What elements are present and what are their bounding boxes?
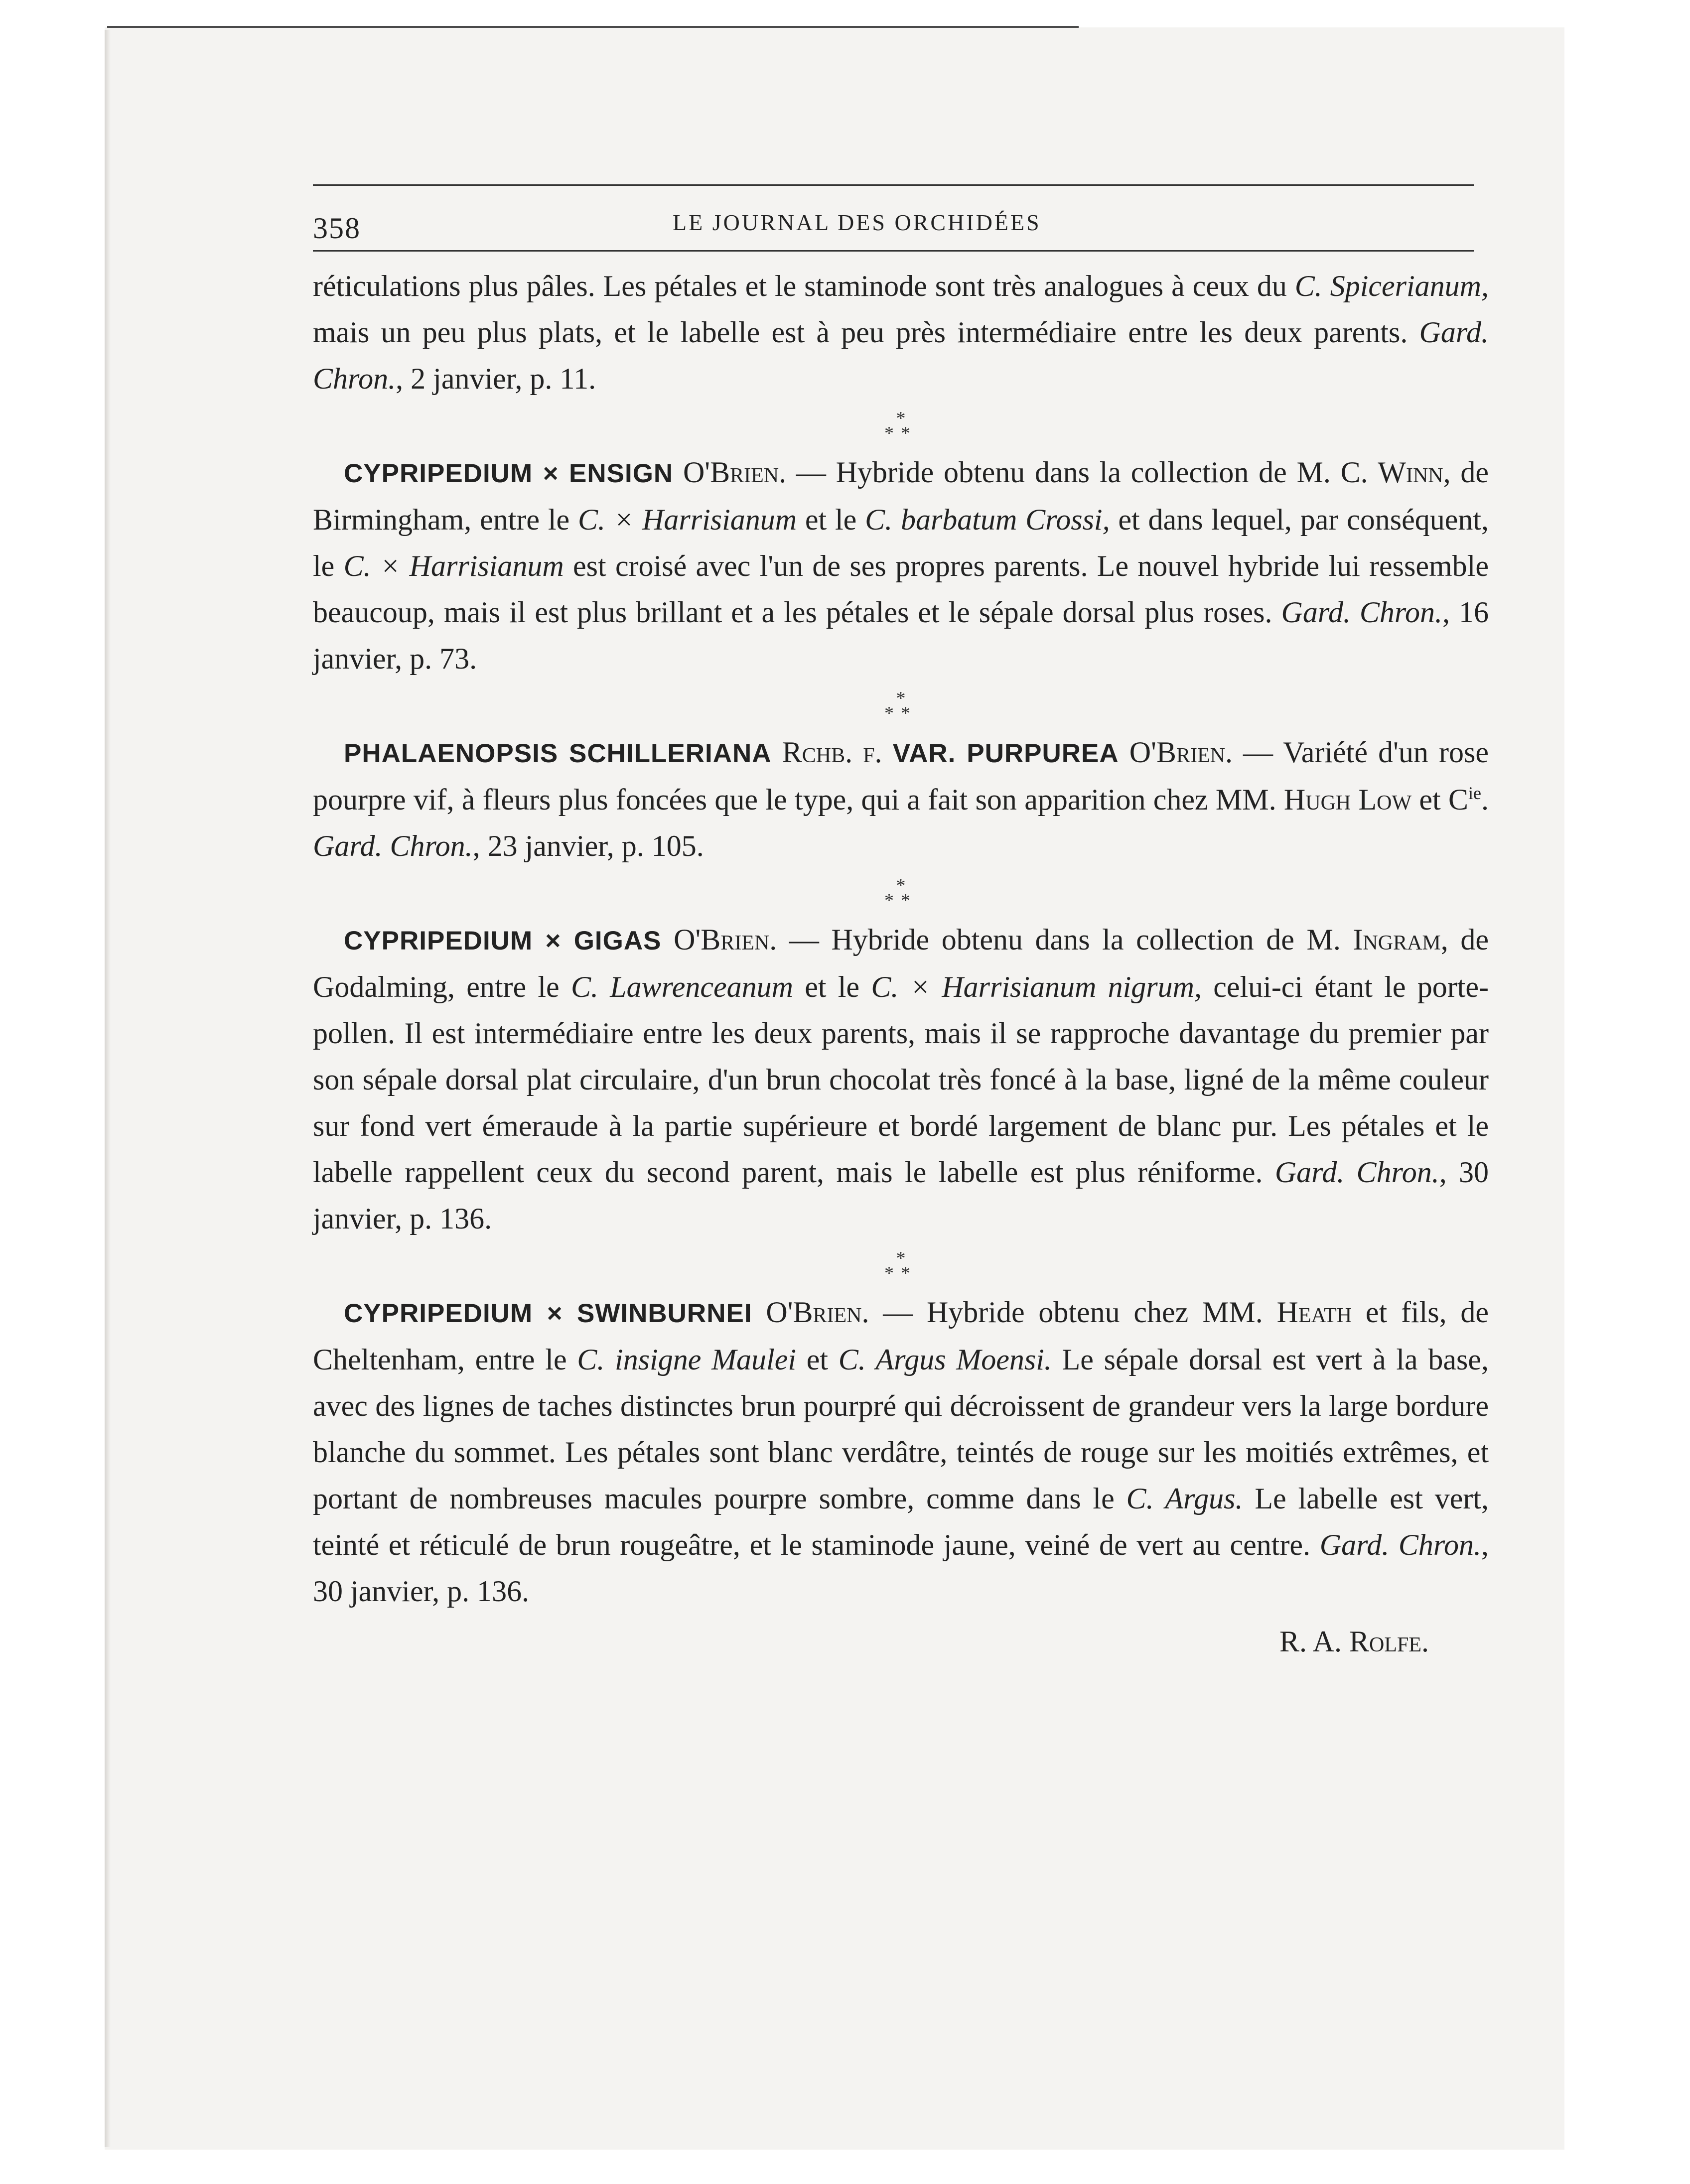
source-citation: Gard. Chron. bbox=[313, 316, 1489, 395]
asterism-bottom: ** bbox=[884, 890, 917, 911]
species-name: CYPRIPEDIUM × SWINBURNEI bbox=[344, 1299, 752, 1328]
superscript: ie bbox=[1468, 783, 1482, 803]
entry-gigas bbox=[313, 917, 1489, 1242]
species-ref: C. Argus Moensi. bbox=[838, 1343, 1052, 1376]
binding-shadow bbox=[105, 30, 111, 2147]
species-ref: C. × Harrisianum nigrum, bbox=[871, 970, 1202, 1003]
entry-text: . bbox=[1481, 783, 1489, 816]
source-citation: Gard. Chron. bbox=[1319, 1528, 1481, 1561]
source-citation: Gard. Chron. bbox=[1281, 596, 1443, 629]
page-content bbox=[313, 184, 1489, 1665]
entry-text: . — Hybride obtenu dans la collection de M. C. bbox=[779, 456, 1378, 489]
page-number: 358 bbox=[313, 212, 361, 245]
entry-text: celui-ci étant le porte-pollen. Il est intermédiaire entre les deux parents, mais il se rapproche davantage du premier par son sépale dorsal plat circulaire, d'un brun chocolat très foncé à la base, ligné de la même couleur sur fond vert émeraude à la partie supérieure et bordé largement de blanc pur. Les pétales et le labelle rappellent ceux du second parent, mais le labelle est plus réniforme. bbox=[313, 970, 1489, 1189]
asterism-top: * bbox=[896, 408, 906, 429]
entry-text: . — Hybride obtenu chez MM. bbox=[861, 1296, 1277, 1329]
person-name: Hugh Low bbox=[1283, 783, 1412, 816]
citation-date: , 30 janvier, p. 136. bbox=[313, 1156, 1489, 1235]
species-author: O'Brien bbox=[674, 923, 770, 956]
entry-text: . — Variété d'un rose pourpre vif, à fleurs plus foncées que le type, qui a fait son apparition chez MM. bbox=[313, 736, 1489, 816]
intro-text-2: mais un peu plus plats, et le labelle est à peu près intermédiaire entre les deux parents. bbox=[313, 316, 1419, 349]
species-ref: C. × Harrisianum bbox=[577, 503, 797, 536]
entry-text: , de Godalming, entre le bbox=[313, 923, 1489, 1003]
entry-text: et le bbox=[793, 970, 871, 1003]
entry-text: et dans lequel, par conséquent, le bbox=[313, 503, 1489, 582]
page-header bbox=[313, 184, 1489, 259]
asterism-top: * bbox=[896, 875, 906, 896]
asterism-top: * bbox=[896, 1248, 906, 1269]
entry-swinburnei bbox=[313, 1289, 1489, 1615]
person-name: Ingram bbox=[1353, 923, 1441, 956]
asterism-divider bbox=[313, 682, 1489, 729]
citation-date: , 16 janvier, p. 73. bbox=[313, 596, 1489, 675]
source-citation: Gard. Chron. bbox=[1274, 1156, 1439, 1189]
intro-text: réticulations plus pâles. Les pétales et le staminode sont très analogues à ceux du bbox=[313, 270, 1295, 302]
species-ref: C. insigne Maulei bbox=[577, 1343, 797, 1376]
scan-edge-rule bbox=[107, 26, 1079, 28]
entry-text: , de Birmingham, entre le bbox=[313, 456, 1489, 536]
entry-text: et bbox=[796, 1343, 839, 1376]
citation-date: , 23 janvier, p. 105. bbox=[472, 829, 704, 862]
entry-text: Le labelle est vert, teinté et réticulé de brun rougeâtre, et le staminode jaune, veiné de vert au centre. bbox=[313, 1482, 1489, 1561]
citation-date: , 30 janvier, p. 136. bbox=[313, 1528, 1489, 1608]
species-author-rchb: Rchb. f. bbox=[782, 736, 882, 769]
source-citation: Gard. Chron. bbox=[313, 829, 473, 862]
asterism-divider bbox=[313, 1242, 1489, 1289]
person-name: Heath bbox=[1276, 1296, 1352, 1329]
asterism-bottom: ** bbox=[884, 703, 917, 724]
entry-ensign bbox=[313, 449, 1489, 682]
asterism-bottom: ** bbox=[884, 423, 917, 444]
header-rule-top bbox=[313, 184, 1474, 186]
species-ref: C. barbatum Crossi, bbox=[865, 503, 1110, 536]
species-author: O'Brien bbox=[1129, 736, 1225, 769]
entry-phalaenopsis bbox=[313, 729, 1489, 869]
entry-text: et fils, de Cheltenham, entre le bbox=[313, 1296, 1489, 1376]
species-ref: C. × Harrisianum bbox=[343, 549, 564, 582]
species-author: O'Brien bbox=[766, 1296, 862, 1329]
entry-text: Le sépale dorsal est vert à la base, avec des lignes de taches distinctes brun pourpré qui décroissent de grandeur vers la large bordure blanche du sommet. Les pétales sont blanc verdâtre, teintés de rouge sur les moitiés extrêmes, et portant de nombreuses macules pourpre sombre, comme dans le bbox=[313, 1343, 1489, 1515]
header-rule-bottom bbox=[313, 250, 1474, 252]
asterism-bottom: ** bbox=[884, 1263, 917, 1284]
species-ref: C. Lawrenceanum bbox=[570, 970, 793, 1003]
species-name: PHALAENOPSIS SCHILLERIANA bbox=[344, 739, 772, 768]
citation-date: , 2 janvier, p. 11. bbox=[396, 362, 596, 395]
intro-paragraph bbox=[313, 263, 1489, 402]
asterism-divider bbox=[313, 869, 1489, 917]
asterism-top: * bbox=[896, 688, 906, 709]
species-ref: C. Argus. bbox=[1126, 1482, 1243, 1515]
asterism-divider bbox=[313, 402, 1489, 449]
entry-text: et C bbox=[1411, 783, 1469, 816]
variety-name: VAR. PURPUREA bbox=[892, 739, 1119, 768]
species-name: CYPRIPEDIUM × ENSIGN bbox=[344, 459, 674, 488]
intro-species-ref: C. Spicerianum, bbox=[1294, 270, 1489, 302]
entry-text: est croisé avec l'un de ses propres parents. Le nouvel hybride lui ressemble beaucoup, mais il est plus brillant et a les pétales et le sépale dorsal plus roses. bbox=[313, 549, 1489, 629]
entry-text: et le bbox=[797, 503, 865, 536]
species-author: O'Brien bbox=[683, 456, 779, 489]
species-name: CYPRIPEDIUM × GIGAS bbox=[344, 926, 662, 956]
entry-text: . — Hybride obtenu dans la collection de M. bbox=[769, 923, 1353, 956]
running-title: LE JOURNAL DES ORCHIDÉES bbox=[673, 210, 1041, 235]
person-name: Winn bbox=[1378, 456, 1443, 489]
author-signature: R. A. Rolfe. bbox=[1279, 1625, 1429, 1658]
